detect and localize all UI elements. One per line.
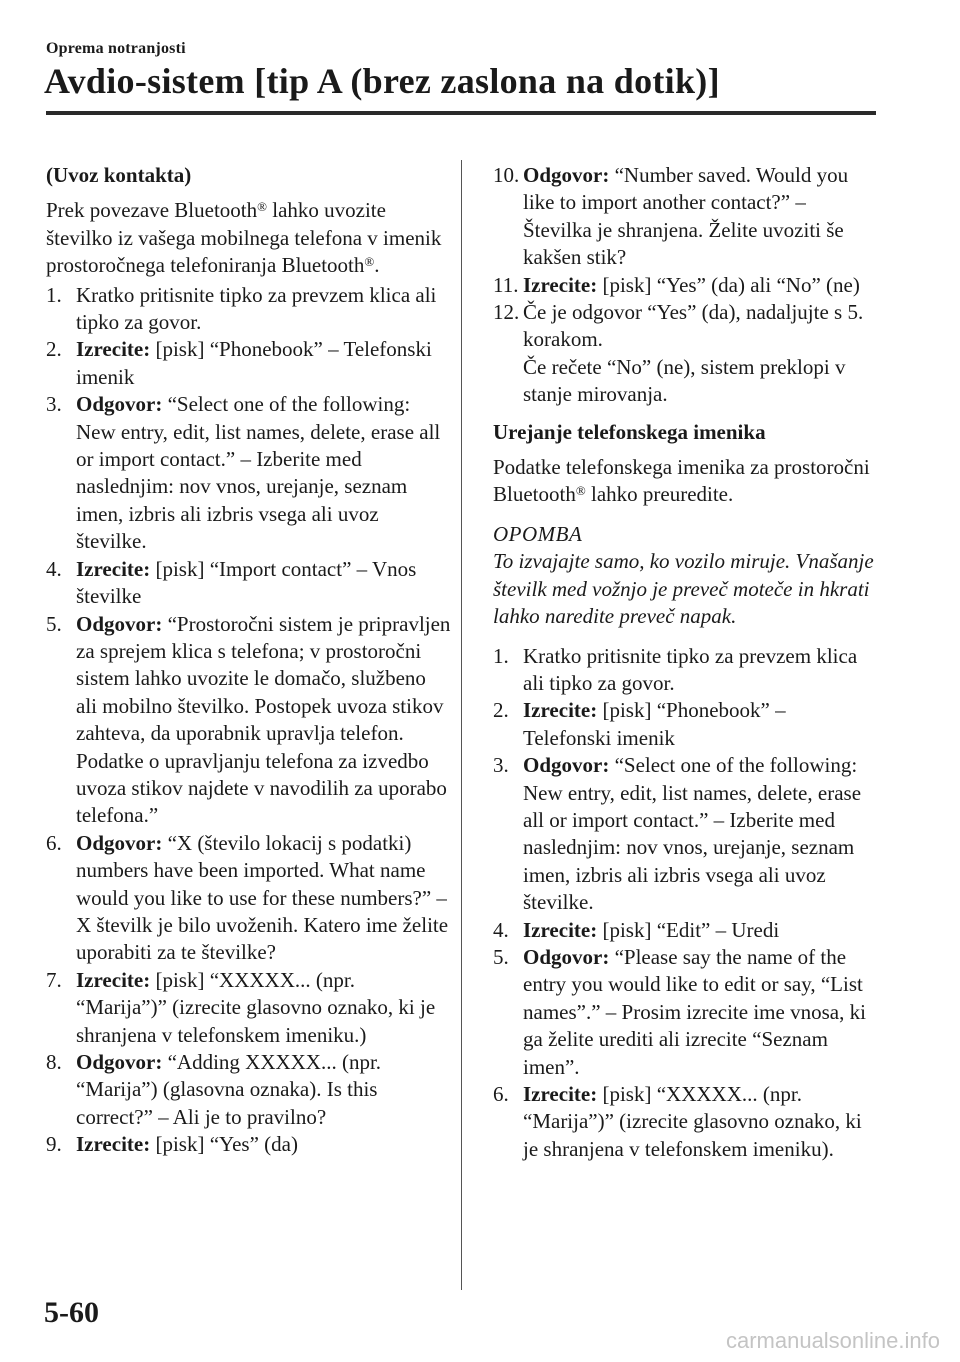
page-number: 5-60 [44, 1296, 99, 1329]
right-column [493, 162, 878, 1163]
left-column [46, 162, 451, 1159]
list-item: 1. Kratko pritisnite tipko za prevzem klica ali tipko za govor. [46, 282, 437, 335]
list-item: 6. Odgovor: “X (število lokacij s podatki) numbers have been imported. What name would you like to use for these numbers?” – X številk je bilo uvoženih. Katero ime želite uporabiti za te številke? [46, 830, 449, 965]
edit-intro-paragraph: Podatke telefonskega imenika za prostoročni Bluetooth® lahko preuredite. [493, 455, 870, 507]
import-steps-list [46, 282, 451, 1159]
page-title: Avdio-sistem [tip A (brez zaslona na dotik)] [44, 61, 720, 101]
list-item: 5. Odgovor: “Please say the name of the entry you would like to edit or say, “List names”.” – Prosim izrecite ime vnosa, ki ga želite urediti ali izrecite “Seznam imen”. [493, 944, 866, 1079]
list-item: 4. Izrecite: [pisk] “Import contact” – Vnos številke [46, 556, 417, 609]
registered-mark: ® [575, 483, 586, 499]
list-item: 6. Izrecite: [pisk] “XXXXX... (npr. “Marija”)” (izrecite glasovno oznako, ki je shranjena v telefonskem imeniku). [493, 1082, 862, 1161]
list-item: 8. Odgovor: “Adding XXXXX... (npr. “Marija”) (glasovna oznaka). Is this correct?” – Ali je to pravilno? [46, 1050, 382, 1129]
registered-mark: ® [364, 254, 375, 270]
header-rule [46, 111, 876, 115]
list-item: 2. Izrecite: [pisk] “Phonebook” – Telefonski imenik [46, 337, 432, 389]
list-item: 3. Odgovor: “Select one of the following: New entry, edit, list names, delete, erase all or import contact.” – Izberite med naslednjim: nov vnos, urejanje, seznam imen, izbris ali izbris vsega ali uvoz številke. [493, 753, 862, 915]
list-item: 5. Odgovor: “Prostoročni sistem je pripravljen za sprejem klica s telefona; v prostoročni sistem lahko uvozite le domačo, službeno ali mobilno številko. Postopek uvoza stikov zahteva, da uporabnik upravlja telefon. Podatke o upravljanju telefona za izvedbo uvoza stikov najdete v navodilih za uporabo telefona.” [46, 611, 451, 828]
list-item: 7. Izrecite: [pisk] “XXXXX... (npr. “Marija”)” (izrecite glasovno oznako, ki je shranjena v telefonskem imeniku.) [46, 967, 436, 1047]
edit-steps-list [493, 643, 878, 1164]
list-item: 12. Če je odgovor “Yes” (da), nadaljujte s 5. korakom. Če rečete “No” (ne), sistem preklopi v stanje mirovanja. [493, 300, 864, 407]
list-item: 4. Izrecite: [pisk] “Edit” – Uredi [493, 917, 780, 942]
list-item: 2. Izrecite: [pisk] “Phonebook” – Telefonski imenik [493, 698, 786, 750]
section-label: Oprema notranjosti [46, 40, 186, 57]
subheading-import-contact: (Uvoz kontakta) [46, 163, 192, 187]
note-text: To izvajajte samo, ko vozilo miruje. Vnašanje številk med vožnjo je preveč moteče in hkrati lahko naredite preveč napak. [493, 549, 874, 629]
watermark-text: carmanualsonline.info [725, 1328, 940, 1353]
list-item: 9. Izrecite: [pisk] “Yes” (da) [46, 1132, 298, 1157]
note-heading: OPOMBA [493, 521, 583, 546]
intro-paragraph: Prek povezave Bluetooth® lahko uvozite številko iz vašega mobilnega telefona v imenik prostoročnega telefoniranja Bluetooth®. [46, 198, 442, 278]
import-steps-continued [493, 162, 878, 409]
list-item: 10. Odgovor: “Number saved. Would you like to import another contact?” – Številka je shranjena. Želite uvoziti še kakšen stik? [493, 163, 849, 270]
registered-mark: ® [257, 199, 267, 215]
subheading-edit-phonebook: Urejanje telefonskega imenika [493, 419, 766, 444]
column-divider [461, 160, 462, 1290]
list-item: 3. Odgovor: “Select one of the following: New entry, edit, list names, delete, erase all or import contact.” – Izberite med naslednjim: nov vnos, urejanje, seznam imen, izbris ali izbris vsega ali uvoz številke. [46, 392, 441, 554]
list-item: 11. Izrecite: [pisk] “Yes” (da) ali “No” (ne) [493, 272, 860, 297]
list-item: 1. Kratko pritisnite tipko za prevzem klica ali tipko za govor. [493, 643, 858, 695]
